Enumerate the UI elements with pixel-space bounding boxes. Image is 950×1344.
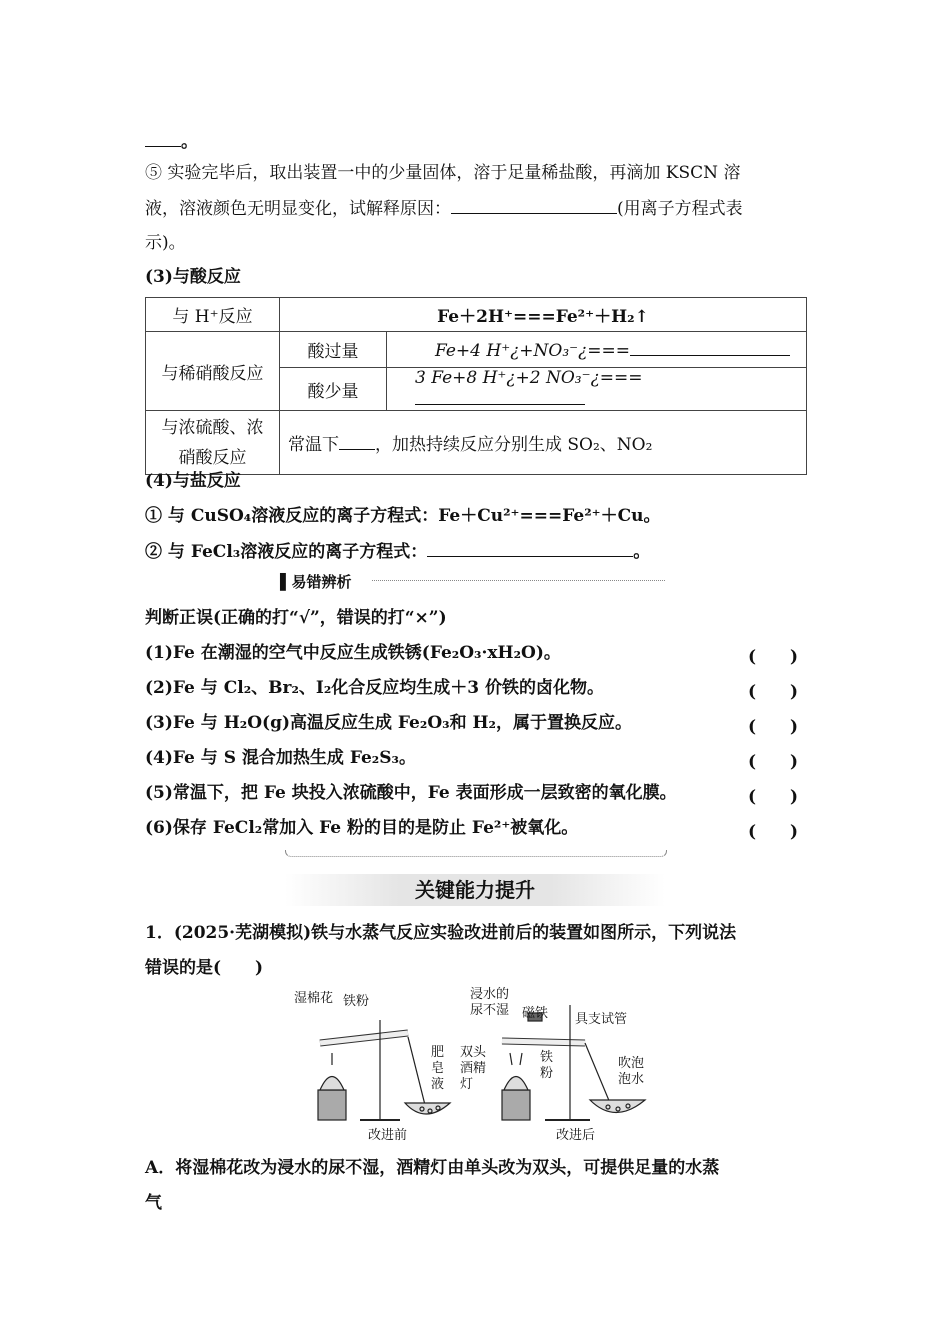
label-double-lamp: 双头 酒精 灯: [460, 1045, 487, 1092]
row2a-condition: 酸过量: [280, 332, 387, 368]
judge-item-1: (1)Fe 在潮湿的空气中反应生成铁锈(Fe₂O₃·xH₂O)。: [145, 643, 561, 663]
judge-mark-4[interactable]: ( ): [748, 752, 799, 772]
judge-mark-3[interactable]: ( ): [748, 717, 799, 737]
label-magnet: 磁铁: [522, 1006, 549, 1021]
row2a-equation: Fe+4 H⁺¿+NO₃⁻¿===: [387, 332, 807, 368]
acid-reaction-table: [145, 297, 807, 475]
judge-item-3: (3)Fe 与 H₂O(g)高温反应生成 Fe₂O₃和 H₂，属于置换反应。: [145, 713, 632, 733]
judge-mark-2[interactable]: ( ): [748, 682, 799, 702]
salt-eq2: ② 与 FeCl₃溶液反应的离子方程式： 。: [145, 542, 651, 562]
section-title: 关键能力提升: [285, 874, 665, 906]
row1-equation: Fe＋2H⁺===Fe²⁺＋H₂↑: [280, 298, 807, 332]
q5-line3: 示)。: [145, 233, 186, 253]
left-alcohol-lamp: [320, 1077, 344, 1091]
judge-title: ▌易错辨析: [280, 573, 352, 591]
left-delivery-tube: [408, 1037, 425, 1105]
caption-after: 改进后: [556, 1128, 596, 1143]
right-delivery-tube: [585, 1043, 610, 1103]
judge-item-4: (4)Fe 与 S 混合加热生成 Fe₂S₃。: [145, 748, 416, 768]
question1-line2: 错误的是( ): [145, 958, 264, 978]
label-wet-cotton: 湿棉花: [294, 991, 334, 1006]
prev-blank-end: 。: [145, 130, 198, 153]
question1-line1: 1．(2025·芜湖模拟)铁与水蒸气反应实验改进前后的装置如图所示，下列说法: [145, 923, 737, 943]
judge-mark-5[interactable]: ( ): [748, 787, 799, 807]
left-stand-block: [318, 1090, 346, 1120]
label-soap-solution: 肥 皂 液: [431, 1045, 445, 1092]
judge-mark-6[interactable]: ( ): [748, 822, 799, 842]
judge-item-6: (6)保存 FeCl₂常加入 Fe 粉的目的是防止 Fe²⁺被氧化。: [145, 818, 579, 838]
label-iron-powder-right: 铁 粉: [540, 1050, 554, 1081]
label-iron-powder-left: 铁粉: [343, 994, 370, 1009]
salt-heading: (4)与盐反应: [145, 471, 241, 491]
judge-title-divider: [372, 580, 665, 581]
label-bubble-water: 吹泡 泡水: [618, 1056, 645, 1087]
right-alcohol-lamp: [504, 1077, 528, 1091]
row3-label: 与浓硫酸、浓 硝酸反应: [146, 411, 280, 475]
row3-text: 常温下 ，加热持续反应分别生成 SO₂、NO₂: [280, 411, 807, 475]
q5-line2: 液，溶液颜色无明显变化，试解释原因： (用离子方程式表: [145, 199, 743, 219]
q5-line1: ⑤ 实验完毕后，取出装置一中的少量固体，溶于足量稀盐酸，再滴加 KSCN 溶: [145, 163, 741, 183]
caption-before: 改进前: [368, 1128, 408, 1143]
left-soap-dish: [405, 1103, 450, 1114]
judge-mark-1[interactable]: ( ): [748, 647, 799, 667]
judge-bottom-border: [285, 850, 667, 857]
row2-label: 与稀硝酸反应: [146, 332, 280, 411]
judge-item-2: (2)Fe 与 Cl₂、Br₂、I₂化合反应均生成＋3 价铁的卤化物。: [145, 678, 605, 698]
salt-eq1: ① 与 CuSO₄溶液反应的离子方程式：Fe＋Cu²⁺===Fe²⁺＋Cu。: [145, 506, 661, 526]
label-soaked-diaper: 浸水的 尿不湿: [470, 987, 510, 1018]
judge-instruction: 判断正误(正确的打“√”，错误的打“×”): [145, 608, 447, 628]
judge-item-5: (5)常温下，把 Fe 块投入浓硫酸中，Fe 表面形成一层致密的氧化膜。: [145, 783, 677, 803]
row2b-condition: 酸少量: [280, 368, 387, 411]
right-stand-block: [502, 1090, 530, 1120]
row1-label: 与 H⁺反应: [146, 298, 280, 332]
optionA-line2: 气: [145, 1193, 162, 1213]
optionA-line1: A．将湿棉花改为浸水的尿不湿，酒精灯由单头改为双头，可提供足量的水蒸: [145, 1158, 720, 1178]
label-side-arm-tube: 具支试管: [575, 1012, 628, 1027]
row2b-equation: 3 Fe+8 H⁺¿+2 NO₃⁻¿===: [387, 368, 807, 411]
acid-heading: (3)与酸反应: [145, 267, 241, 287]
